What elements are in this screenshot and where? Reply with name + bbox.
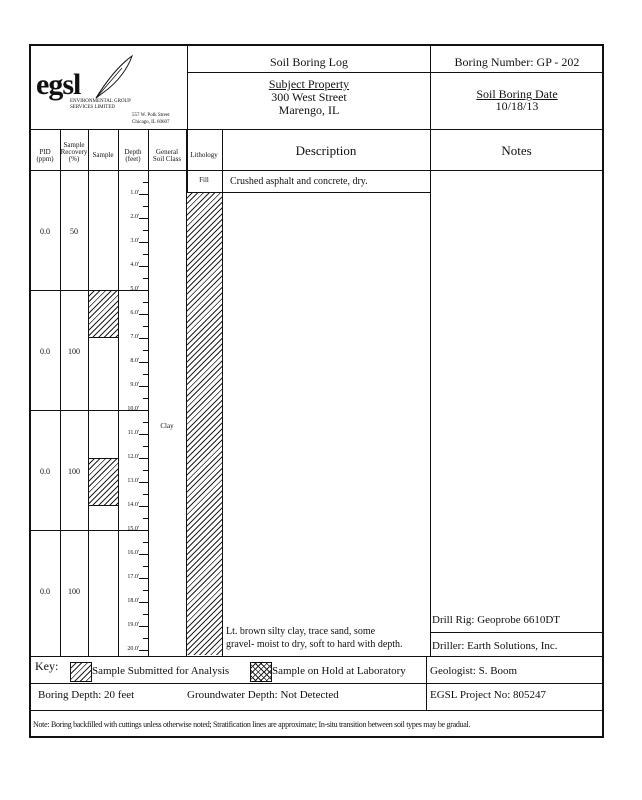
company-address-1: 557 W. Polk Street [132, 113, 170, 118]
fill-lithology: Fill [199, 176, 209, 184]
interval-recovery: 50 [70, 227, 78, 236]
depth-tick-mark [139, 530, 148, 531]
depth-tick-mark [139, 410, 148, 411]
sample-analysis-marker [89, 458, 118, 506]
depth-tick-label: 4.0' [130, 262, 139, 268]
depth-tick-label: 13.0' [127, 478, 139, 484]
depth-tick-label: 3.0' [130, 238, 139, 244]
depth-half-tick-mark [143, 278, 148, 279]
company-tagline-2: SERVICES LIMITED [70, 105, 116, 110]
clay-description-2: gravel- moist to dry, soft to hard with depth. [226, 639, 403, 650]
depth-tick-label: 17.0' [127, 574, 139, 580]
company-tagline-1: ENVIRONMENTAL GROUP [70, 99, 131, 104]
depth-tick-label: 11.0' [127, 430, 139, 436]
depth-half-tick-mark [143, 590, 148, 591]
interval-pid: 0.0 [40, 467, 50, 476]
depth-half-tick-mark [143, 254, 148, 255]
col-recovery: Sample Recovery (%) [60, 141, 88, 163]
depth-tick-label: 18.0' [127, 598, 139, 604]
drill-rig: Drill Rig: Geoprobe 6610DT [432, 614, 561, 626]
col-notes: Notes [501, 143, 532, 158]
depth-tick-label: 7.0' [130, 334, 139, 340]
depth-tick-mark [139, 434, 148, 435]
col-soil-class: General Soil Class [152, 148, 182, 163]
date-label: Soil Boring Date [476, 87, 558, 101]
company-logo: egsl [36, 68, 81, 101]
depth-tick-label: 8.0' [130, 358, 139, 364]
depth-tick-label: 20.0' [127, 646, 139, 652]
project-number: EGSL Project No: 805247 [430, 689, 546, 701]
depth-half-tick-mark [143, 374, 148, 375]
clay-soil-class: Clay [160, 422, 174, 430]
log-title: Soil Boring Log [269, 55, 348, 69]
interval-pid: 0.0 [40, 587, 50, 596]
company-address-2: Chicago, IL 60607 [132, 120, 170, 125]
key-analysis: Sample Submitted for Analysis [92, 665, 230, 677]
col-sample: Sample [92, 151, 114, 159]
depth-tick-mark [139, 242, 148, 243]
fill-description: Crushed asphalt and concrete, dry. [230, 176, 368, 187]
key-hold: Sample on Hold at Laboratory [272, 665, 406, 677]
boring-number: Boring Number: GP - 202 [454, 55, 580, 69]
depth-tick-mark [139, 218, 148, 219]
depth-tick-mark [139, 314, 148, 315]
analysis-swatch-icon [70, 662, 92, 682]
subject-city: Marengo, IL [278, 103, 340, 117]
depth-half-tick-mark [143, 566, 148, 567]
depth-tick-label: 6.0' [130, 310, 139, 316]
depth-tick-mark [139, 194, 148, 195]
geologist: Geologist: S. Boom [430, 665, 518, 677]
driller: Driller: Earth Solutions, Inc. [432, 640, 558, 652]
depth-tick-label: 12.0' [127, 454, 139, 460]
depth-tick-label: 1.0' [130, 190, 139, 196]
depth-half-tick-mark [143, 446, 148, 447]
depth-tick-mark [139, 482, 148, 483]
sample-analysis-marker [89, 290, 118, 338]
depth-tick-label: 10.0' [127, 406, 139, 412]
interval-recovery: 100 [68, 467, 80, 476]
depth-tick-label: 15.0' [127, 526, 139, 532]
depth-tick-label: 19.0' [127, 622, 139, 628]
col-lithology: Lithology [190, 151, 218, 159]
depth-tick-mark [139, 338, 148, 339]
clay-lithology-hatch [187, 193, 222, 655]
key-label: Key: [35, 659, 59, 673]
col-description: Description [295, 143, 357, 158]
depth-half-tick-mark [143, 398, 148, 399]
depth-tick-mark [139, 578, 148, 579]
depth-tick-mark [139, 650, 148, 651]
interval-recovery: 100 [68, 587, 80, 596]
depth-tick-label: 9.0' [130, 382, 139, 388]
depth-half-tick-mark [143, 182, 148, 183]
col-pid: PID (ppm) [36, 148, 54, 163]
subject-address: 300 West Street [271, 90, 347, 104]
depth-tick-label: 5.0' [130, 286, 139, 292]
boring-depth: Boring Depth: 20 feet [38, 689, 135, 701]
col-depth: Depth (feet) [124, 148, 142, 163]
date-value: 10/18/13 [495, 99, 539, 113]
depth-half-tick-mark [143, 494, 148, 495]
depth-half-tick-mark [143, 230, 148, 231]
feather-logo-icon [92, 52, 136, 102]
depth-half-tick-mark [143, 518, 148, 519]
depth-tick-mark [139, 386, 148, 387]
depth-tick-mark [139, 506, 148, 507]
interval-pid: 0.0 [40, 227, 50, 236]
groundwater-depth: Groundwater Depth: Not Detected [187, 689, 339, 701]
depth-half-tick-mark [143, 326, 148, 327]
depth-tick-mark [139, 458, 148, 459]
depth-half-tick-mark [143, 638, 148, 639]
depth-tick-label: 2.0' [130, 214, 139, 220]
depth-half-tick-mark [143, 542, 148, 543]
depth-tick-mark [139, 362, 148, 363]
interval-recovery: 100 [68, 347, 80, 356]
depth-tick-mark [139, 266, 148, 267]
interval-pid: 0.0 [40, 347, 50, 356]
depth-half-tick-mark [143, 470, 148, 471]
depth-half-tick-mark [143, 614, 148, 615]
clay-description-1: Lt. brown silty clay, trace sand, some [226, 626, 376, 637]
depth-tick-mark [139, 602, 148, 603]
depth-tick-label: 14.0' [127, 502, 139, 508]
depth-half-tick-mark [143, 206, 148, 207]
subject-property-label: Subject Property [268, 77, 350, 91]
depth-tick-mark [139, 290, 148, 291]
depth-tick-mark [139, 626, 148, 627]
footer-note: Note: Boring backfilled with cuttings unless otherwise noted; Stratification lines are approximate; In-situ transition between soil types may be gradual. [33, 720, 471, 729]
hold-swatch-icon [250, 662, 272, 682]
depth-tick-mark [139, 554, 148, 555]
depth-tick-label: 16.0' [127, 550, 139, 556]
depth-half-tick-mark [143, 302, 148, 303]
depth-half-tick-mark [143, 350, 148, 351]
